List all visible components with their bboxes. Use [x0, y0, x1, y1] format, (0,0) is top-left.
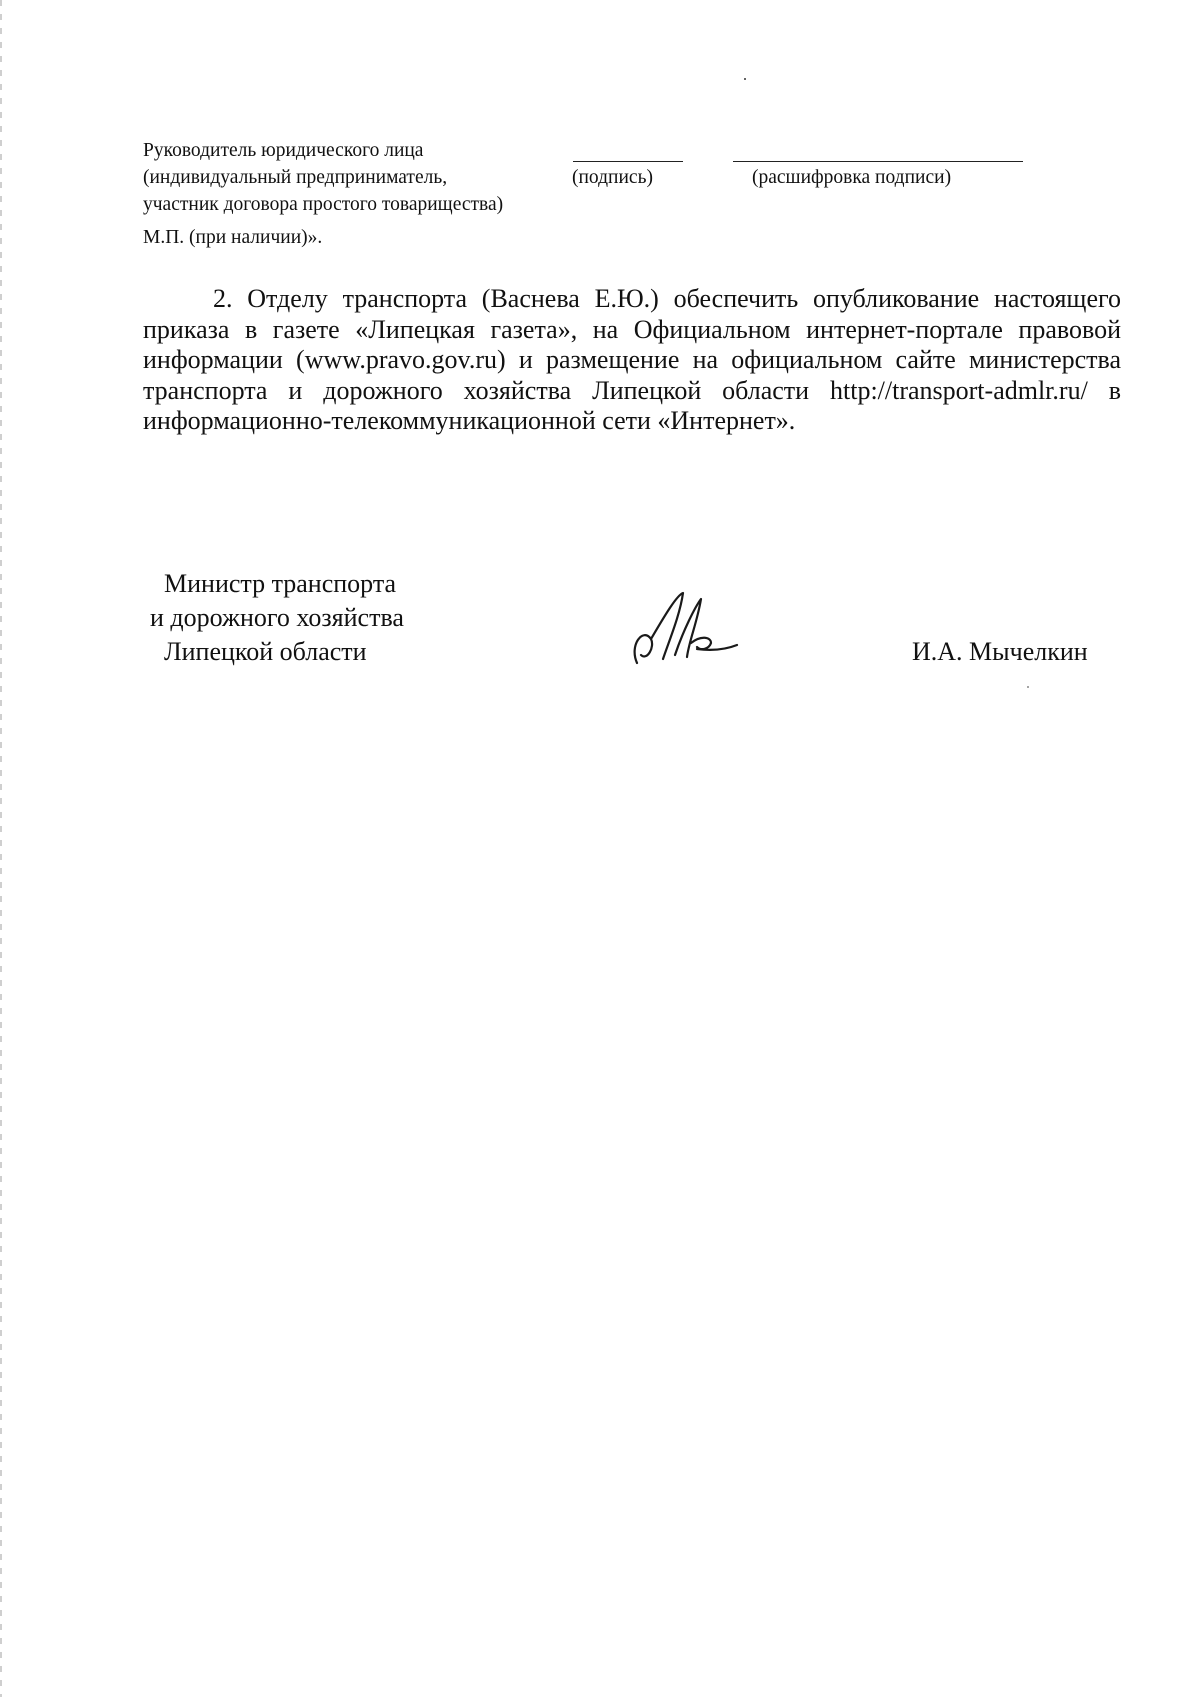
head-line-2: (индивидуальный предприниматель,	[143, 167, 448, 188]
scan-edge	[0, 0, 2, 1697]
signatory-title-line-2: и дорожного хозяйства	[150, 603, 404, 632]
decoding-caption: (расшифровка подписи)	[752, 167, 952, 188]
signatory-title-line-3: Липецкой области	[164, 637, 367, 666]
signatory-title-line-1: Министр транспорта	[164, 569, 397, 598]
scan-speck	[1027, 686, 1029, 688]
head-line-1: Руководитель юридического лица	[143, 140, 424, 161]
signature-caption: (подпись)	[572, 167, 653, 188]
decoding-blank-line	[733, 161, 1023, 162]
scan-speck	[744, 78, 746, 80]
signatory-name: И.А. Мычелкин	[912, 637, 1088, 666]
head-line-3: участник договора простого товарищества)	[143, 194, 504, 215]
paragraph-2-text: 2. Отделу транспорта (Васнева Е.Ю.) обеспечить опубликование настоящего приказа в газете «Липецкая газета», на Официальном интернет-портале правовой информации (www.pravo.gov.ru) и размещение на официальном сайте министерства транспорта и дорожного хозяйства Липецкой области http://transport-admlr.ru/ в информационно-телекоммуникационной сети «Интернет».	[143, 284, 1121, 436]
stamp-note: М.П. (при наличии)».	[143, 227, 323, 248]
paragraph-2	[143, 284, 1121, 437]
handwritten-signature	[625, 585, 745, 675]
signature-blank-line	[573, 161, 683, 162]
